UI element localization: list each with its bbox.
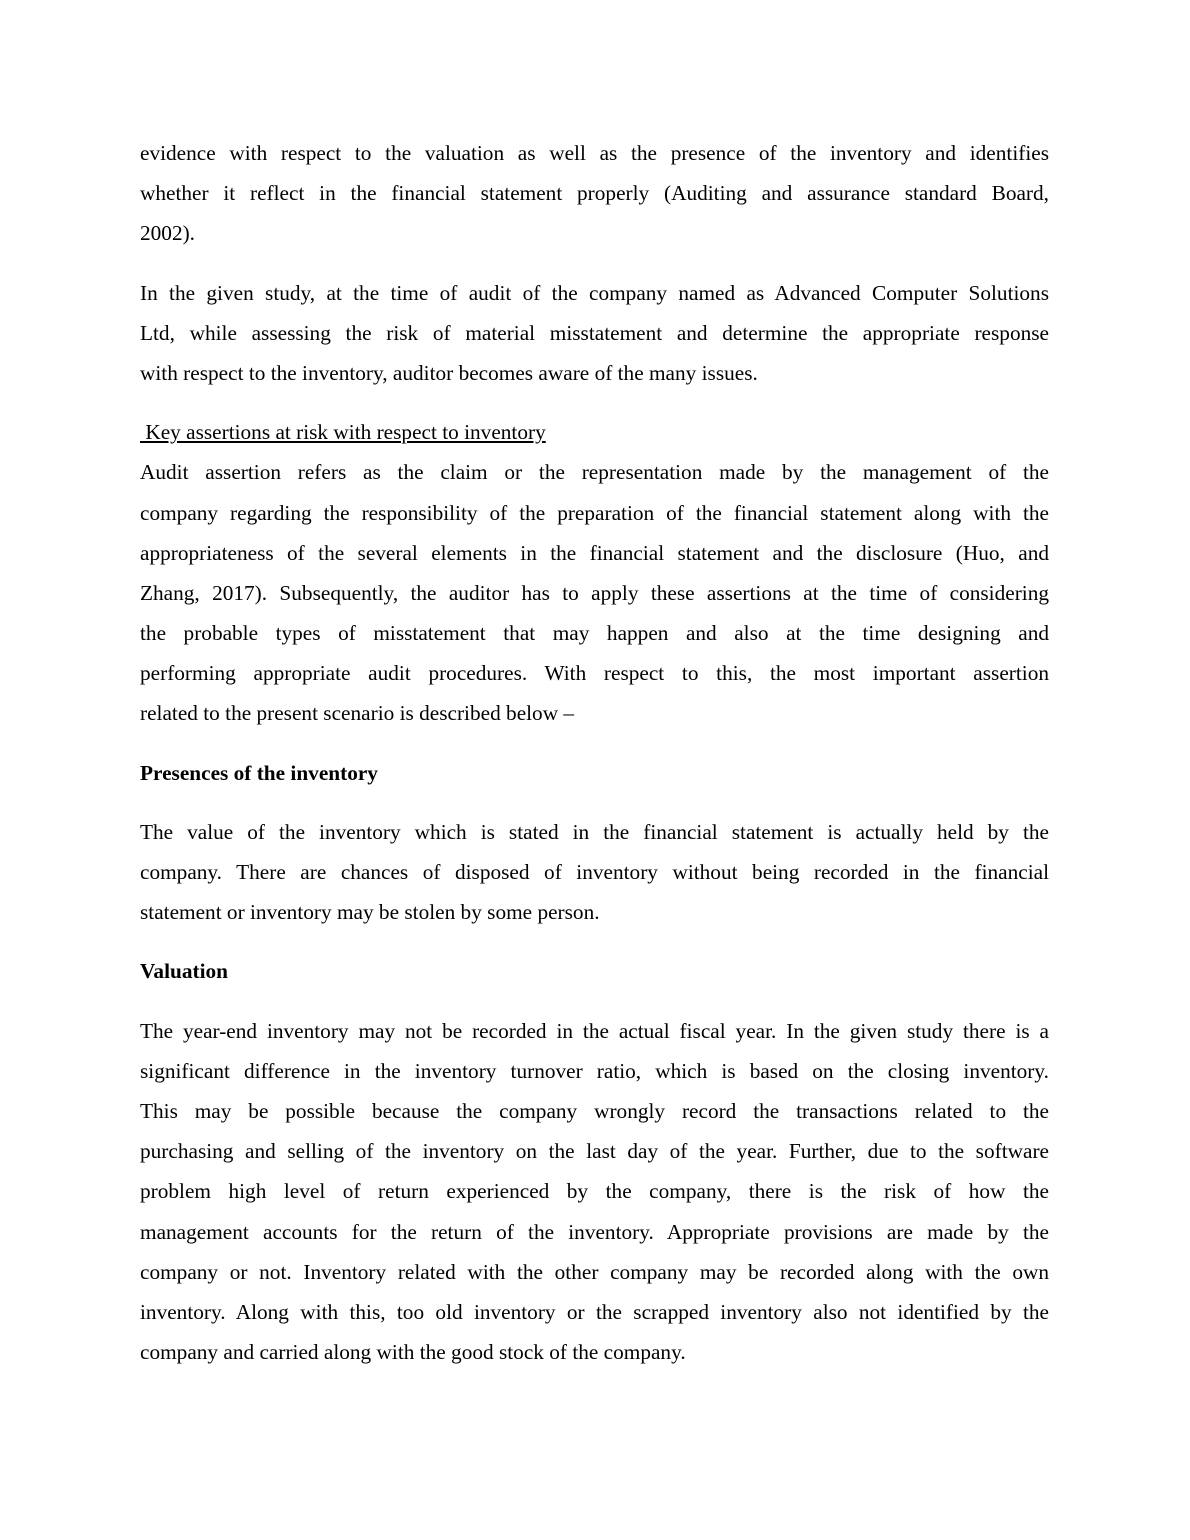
text-line: company or not. Inventory related with the other company may be recorded along with the own xyxy=(140,1259,1049,1284)
text-line: The year-end inventory may not be recorded in the actual fiscal year. In the given study there is a xyxy=(140,1018,1049,1043)
section-heading: Key assertions at risk with respect to inventory xyxy=(140,420,546,445)
text-line: appropriateness of the several elements in the financial statement and the disclosure (Huo, and xyxy=(140,540,1049,565)
text-line: management accounts for the return of the inventory. Appropriate provisions are made by the xyxy=(140,1219,1049,1244)
text-line: problem high level of return experienced by the company, there is the risk of how the xyxy=(140,1179,1049,1204)
text-line: The value of the inventory which is stated in the financial statement is actually held by the xyxy=(140,819,1049,844)
text-line: performing appropriate audit procedures. With respect to this, the most important assertion xyxy=(140,661,1049,686)
text-line: company regarding the responsibility of the preparation of the financial statement along with the xyxy=(140,500,1049,525)
section-heading: Valuation xyxy=(140,959,228,984)
paragraph xyxy=(140,133,1049,254)
paragraph xyxy=(140,273,1049,394)
document-page xyxy=(140,133,1049,1391)
paragraph xyxy=(140,452,1049,733)
text-line: significant difference in the inventory turnover ratio, which is based on the closing inventory. xyxy=(140,1058,1049,1083)
section-heading: Presences of the inventory xyxy=(140,760,378,785)
text-line: 2002). xyxy=(140,221,196,246)
text-line: related to the present scenario is described below – xyxy=(140,701,575,726)
text-line: This may be possible because the company wrongly record the transactions related to the xyxy=(140,1098,1049,1123)
text-line: the probable types of misstatement that may happen and also at the time designing and xyxy=(140,621,1049,646)
paragraph xyxy=(140,812,1049,933)
text-line: inventory. Along with this, too old inventory or the scrapped inventory also not identified by the xyxy=(140,1299,1049,1324)
text-line: evidence with respect to the valuation as well as the presence of the inventory and identifies xyxy=(140,141,1049,165)
text-line: statement or inventory may be stolen by some person. xyxy=(140,900,600,925)
text-line: company. There are chances of disposed of inventory without being recorded in the financial xyxy=(140,860,1049,885)
text-line: with respect to the inventory, auditor becomes aware of the many issues. xyxy=(140,360,758,385)
text-line: Audit assertion refers as the claim or the representation made by the management of the xyxy=(140,460,1049,485)
text-line: Ltd, while assessing the risk of material misstatement and determine the appropriate response xyxy=(140,320,1049,345)
paragraph xyxy=(140,1011,1049,1373)
text-line: company and carried along with the good stock of the company. xyxy=(140,1340,686,1365)
text-line: In the given study, at the time of audit of the company named as Advanced Computer Solutions xyxy=(140,280,1049,305)
text-line: whether it reflect in the financial statement properly (Auditing and assurance standard Board, xyxy=(140,181,1049,206)
text-line: purchasing and selling of the inventory on the last day of the year. Further, due to the software xyxy=(140,1139,1049,1164)
text-line: Zhang, 2017). Subsequently, the auditor has to apply these assertions at the time of considering xyxy=(140,580,1049,605)
